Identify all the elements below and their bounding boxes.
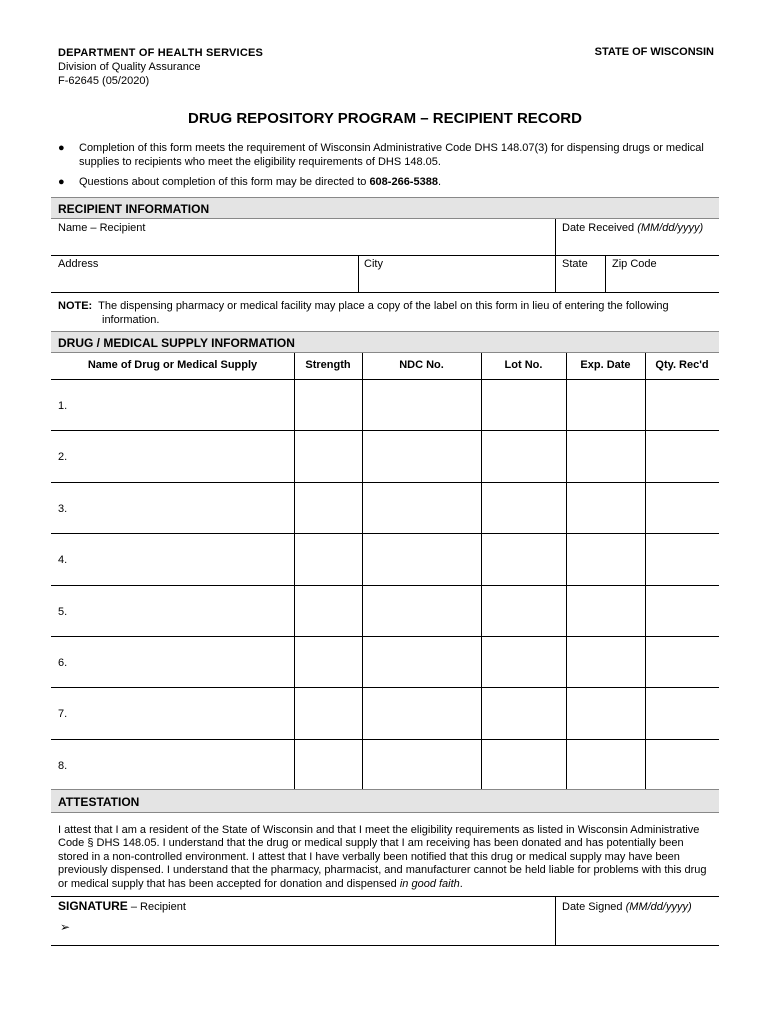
note-label: NOTE:: [58, 300, 93, 312]
date-received-label: [562, 222, 703, 234]
table-cell-input[interactable]: [646, 688, 718, 737]
divider: [51, 292, 719, 293]
table-cell-input[interactable]: [295, 586, 361, 635]
instruction-item: [58, 141, 728, 169]
table-cell-input[interactable]: [363, 740, 480, 789]
note-text-cont: information.: [102, 314, 160, 326]
table-cell-input[interactable]: [482, 534, 565, 583]
table-cell-input[interactable]: [482, 380, 565, 429]
division-name: Division of Quality Assurance: [58, 61, 201, 73]
table-cell-input[interactable]: [295, 380, 361, 429]
table-cell-input[interactable]: [567, 534, 644, 583]
column-header: Exp. Date: [580, 359, 631, 371]
instructions: [58, 141, 728, 195]
table-cell-input[interactable]: [567, 586, 644, 635]
bullet-icon: ●: [58, 142, 65, 154]
zip-label: Zip Code: [612, 258, 657, 270]
divider: [51, 255, 719, 256]
table-cell-input[interactable]: [646, 586, 718, 635]
table-cell-input[interactable]: [52, 688, 293, 737]
divider: [51, 896, 719, 897]
date-signed-field[interactable]: [556, 915, 719, 943]
table-cell-input[interactable]: [482, 740, 565, 789]
row-number: 2.: [58, 451, 68, 464]
recipient-section-header: RECIPIENT INFORMATION: [51, 197, 719, 219]
row-number: 1.: [58, 400, 68, 412]
table-cell-input[interactable]: [567, 431, 644, 480]
table-cell-input[interactable]: [646, 740, 718, 789]
column-header: Qty. Rec'd: [655, 359, 709, 371]
column-header: Strength: [305, 359, 351, 371]
signature-field[interactable]: [75, 915, 553, 943]
row-number: 3.: [58, 502, 68, 515]
bullet-icon: ●: [58, 176, 65, 188]
table-cell-input[interactable]: [295, 740, 361, 789]
attestation-italic: in good faith: [399, 877, 460, 890]
table-cell-input[interactable]: [295, 637, 361, 686]
table-cell-input[interactable]: [363, 431, 480, 480]
table-cell-input[interactable]: [363, 380, 480, 429]
date-received-field[interactable]: [556, 236, 719, 254]
instruction-text-end: .: [437, 176, 442, 188]
instruction-item: [58, 175, 728, 189]
row-number: 5.: [58, 605, 68, 618]
table-cell-input[interactable]: [52, 380, 293, 429]
signature-sublabel: – Recipient: [127, 901, 186, 913]
row-number: 4.: [58, 554, 68, 567]
table-cell-input[interactable]: [363, 483, 480, 532]
state-name: STATE OF WISCONSIN: [594, 46, 714, 58]
date-received-text: Date Received: [562, 222, 635, 234]
table-cell-input[interactable]: [567, 483, 644, 532]
row-number: 7.: [58, 708, 68, 721]
table-cell-input[interactable]: [646, 534, 718, 583]
attestation-body: I attest that I am a resident of the State of Wisconsin and that I meet the eligibility requirements as listed in Wisconsin Administrative Code § DHS 148.05. I understand that the drug or medical supply that I am receiving has been donated and has potentially been stored in a non-controlled environment. I attest that I have verbally been notified that this drug or medical supply may have been previously dispensed. I understand that the pharmacy, pharmacist, and manufacturer cannot be held liable for problems with this drug or medical supply that has been accepted for donation and dispensed: [58, 824, 707, 890]
table-cell-input[interactable]: [52, 637, 293, 686]
divider: [51, 945, 719, 946]
address-label: Address: [58, 258, 99, 270]
row-number: 6.: [58, 657, 68, 669]
form-number: F-62645 (05/2020): [58, 75, 150, 87]
table-cell-input[interactable]: [482, 483, 565, 532]
note-text: The dispensing pharmacy or medical facility may place a copy of the label on this form in lieu of entering the following: [98, 300, 669, 312]
table-cell-input[interactable]: [295, 431, 361, 480]
attestation-section-header: ATTESTATION: [51, 789, 719, 813]
state-label: State: [562, 258, 588, 270]
table-cell-input[interactable]: [482, 688, 565, 737]
date-signed-format: (MM/dd/yyyy): [625, 901, 692, 913]
table-cell-input[interactable]: [567, 380, 644, 429]
table-cell-input[interactable]: [646, 380, 718, 429]
address-field[interactable]: [51, 272, 357, 291]
table-cell-input[interactable]: [482, 586, 565, 635]
drug-section-header: DRUG / MEDICAL SUPPLY INFORMATION: [51, 331, 719, 353]
column-header: Lot No.: [504, 359, 543, 371]
table-cell-input[interactable]: [567, 740, 644, 789]
table-cell-input[interactable]: [482, 431, 565, 480]
table-cell-input[interactable]: [295, 483, 361, 532]
column-header: NDC No.: [399, 359, 444, 371]
table-cell-input[interactable]: [52, 431, 293, 480]
table-cell-input[interactable]: [567, 688, 644, 737]
city-label: City: [364, 258, 383, 270]
department-name: DEPARTMENT OF HEALTH SERVICES: [58, 47, 264, 59]
page-title: DRUG REPOSITORY PROGRAM – RECIPIENT RECORD: [188, 110, 582, 127]
phone-number[interactable]: 608-266-5388: [369, 176, 438, 188]
name-label: Name – Recipient: [58, 222, 146, 234]
row-number: 8.: [58, 759, 68, 772]
table-cell-input[interactable]: [52, 740, 293, 789]
state-field[interactable]: [556, 272, 604, 291]
signature-label-bold: SIGNATURE: [58, 899, 128, 913]
table-cell-input[interactable]: [52, 534, 293, 583]
table-cell-input[interactable]: [363, 534, 480, 583]
column-header: Name of Drug or Medical Supply: [87, 359, 258, 371]
attestation-end: .: [459, 877, 463, 890]
table-cell-input[interactable]: [295, 534, 361, 583]
note: [58, 299, 718, 327]
instruction-text: Questions about completion of this form may be directed to: [79, 176, 370, 188]
zip-field[interactable]: [606, 272, 719, 291]
attestation-text: [58, 824, 714, 891]
table-cell-input[interactable]: [646, 431, 718, 480]
header-left: [58, 46, 263, 88]
table-cell-input[interactable]: [646, 483, 718, 532]
table-cell-input[interactable]: [52, 483, 293, 532]
date-signed-text: Date Signed: [562, 901, 623, 913]
table-cell-input[interactable]: [567, 637, 644, 686]
date-signed-label: [562, 901, 692, 913]
instruction-text: Completion of this form meets the requirement of Wisconsin Administrative Code DHS 148.07(3) for dispensing drugs or medical supplies to recipients who meet the eligibility requirements of DHS 148.05.: [79, 142, 704, 168]
table-cell-input[interactable]: [295, 688, 361, 737]
arrow-icon: ➢: [60, 920, 71, 934]
date-format: (MM/dd/yyyy): [637, 222, 704, 234]
table-cell-input[interactable]: [482, 637, 565, 686]
signature-label: [58, 899, 186, 913]
table-cell-input[interactable]: [363, 637, 480, 686]
table-cell-input[interactable]: [363, 586, 480, 635]
table-cell-input[interactable]: [363, 688, 480, 737]
city-field[interactable]: [359, 272, 554, 291]
name-field[interactable]: [51, 236, 554, 254]
table-cell-input[interactable]: [646, 637, 718, 686]
table-cell-input[interactable]: [52, 586, 293, 635]
